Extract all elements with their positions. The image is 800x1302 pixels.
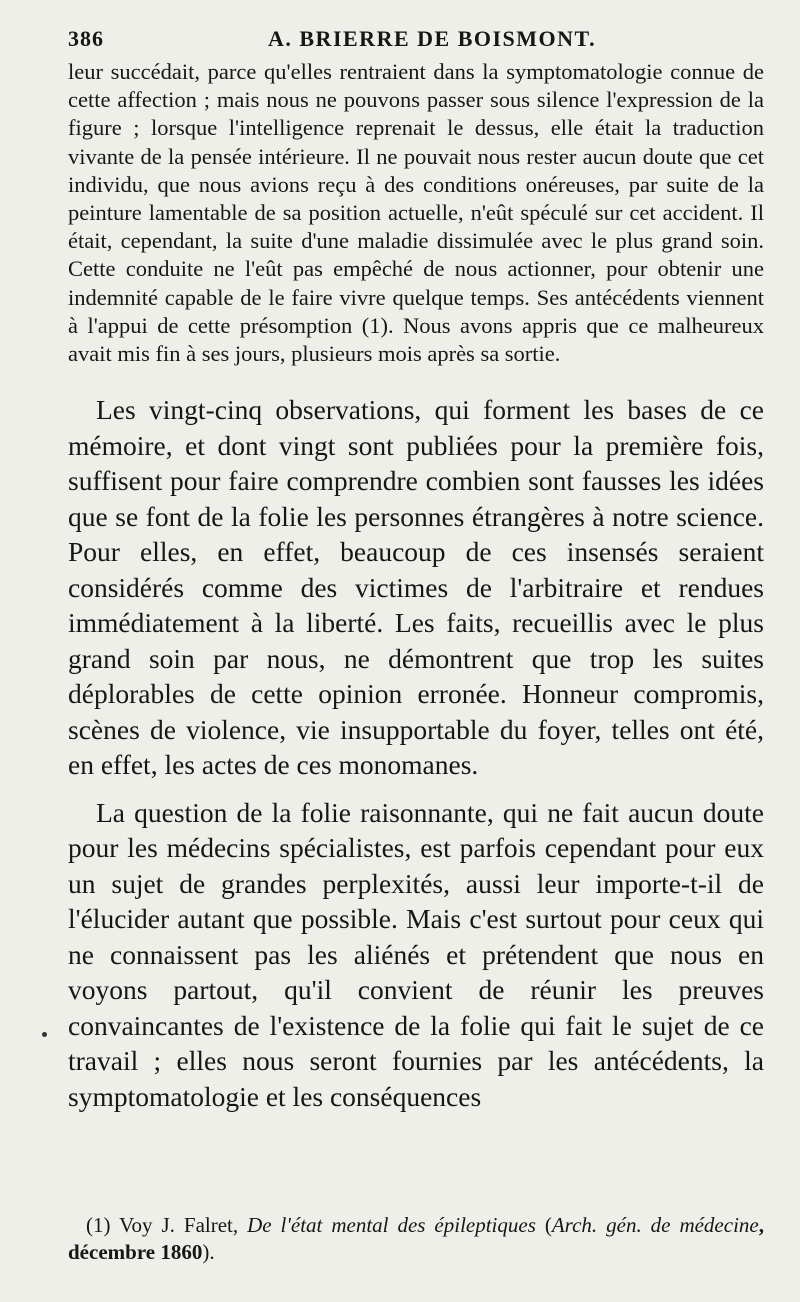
paragraph-folie-raisonnante: La question de la folie raisonnante, qui ne fait aucun doute pour les médecins spécialistes, est parfois cependant pour eux un sujet de grandes perplexités, aussi leur importe-t-il de l'élucider autant que possible. Mais c'est surtout pour ceux qui ne connaissent pas les aliénés et prétendent que nous en voyons partout, qu'il convient de réunir les preuves convaincantes de l'existence de la folie qui fait le sujet de ce travail ; elles nous seront fournies par les antécédents, la symptomatologie et les conséquences — [68, 796, 764, 1112]
footnote-title: De l'état mental des épileptiques — [247, 1213, 536, 1237]
paragraph-observations: Les vingt-cinq observations, qui forment les bases de ce mémoire, et dont vingt sont publiées pour la première fois, suffisent pour faire comprendre combien sont fausses les idées que se font de la folie les personnes étrangères à notre science. Pour elles, en effet, beaucoup de ces insensés seraient considérés comme des victimes de l'arbitraire et rendues immédiatement à la liberté. Les faits, recueillis avec le plus grand soin par nous, ne démontrent que trop les suites déplorables de cette opinion erronée. Honneur compromis, scènes de violence, vie insupportable du foyer, telles ont été, en effet, les actes de ces monomanes. — [68, 394, 764, 781]
footnote-paren-close: ). — [202, 1240, 215, 1264]
margin-dot — [42, 1032, 47, 1037]
running-title: A. BRIERRE DE BOISMONT. — [268, 26, 597, 51]
page-header — [68, 26, 764, 52]
footnote-marker: (1) Voy J. Falret, — [86, 1213, 248, 1237]
page-number: 386 — [68, 26, 104, 51]
footnote-paren-open: ( — [535, 1213, 552, 1237]
footnote — [68, 1212, 764, 1266]
continuation-paragraph: leur succédait, parce qu'elles rentraient dans la symptomatologie connue de cette affection ; mais nous ne pouvons passer sous silence l'expression de la figure ; lorsque l'intelligence reprenait le dessus, elle était la traduction vivante de la pensée intérieure. Il ne pouvait nous rester aucun doute que cet individu, que nous avions reçu à des conditions onéreuses, par suite de la peinture lamentable de sa position actuelle, n'eût spéculé sur cet accident. Il était, cependant, la suite d'une maladie dissimulée avec le plus grand soin. Cette conduite ne l'eût pas empêché de nous actionner, pour obtenir une indemnité capable de le faire vivre quelque temps. Ses antécédents viennent à l'appui de cette présomption (1). Nous avons appris que ce malheureux avait mis fin à ses jours, plusieurs mois après sa sortie. — [68, 59, 764, 367]
footnote-journal: Arch. gén. de médecine — [551, 1213, 759, 1237]
footnote-date: , décembre 1860 — [68, 1213, 764, 1264]
